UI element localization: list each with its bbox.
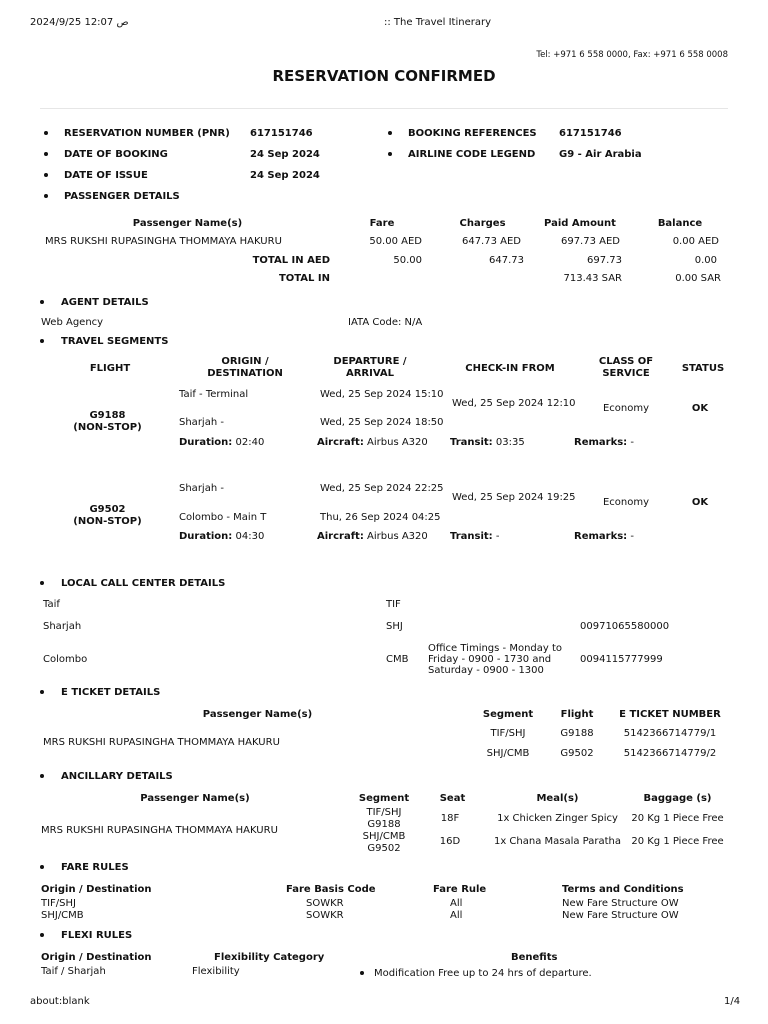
transit-value: - xyxy=(495,531,500,542)
issue-date-label: DATE OF ISSUE xyxy=(64,170,148,181)
airline-legend-label: AIRLINE CODE LEGEND xyxy=(408,149,536,160)
flight-number: G9188 xyxy=(89,410,126,421)
col-header-passenger: Passenger Name(s) xyxy=(140,793,250,804)
col-header-passenger: Passenger Name(s) xyxy=(132,218,243,229)
eticket-number: 5142366714779/2 xyxy=(623,748,717,759)
aircraft-value: Airbus A320 xyxy=(367,531,428,542)
col-header-eticket: E TICKET NUMBER xyxy=(619,709,721,720)
col-header-passenger: Passenger Name(s) xyxy=(202,709,313,720)
bullet-icon xyxy=(360,971,364,975)
booking-ref-value: 617151746 xyxy=(559,128,622,139)
col-header-seat: Seat xyxy=(439,793,466,804)
bullet-icon xyxy=(40,690,44,694)
col-header-baggage: Baggage (s) xyxy=(643,793,712,804)
flight-type: (NON-STOP) xyxy=(73,516,142,527)
ancillary-seat: 18F xyxy=(440,813,460,824)
flexi-rules-heading: FLEXI RULES xyxy=(61,930,133,941)
agent-iata: IATA Code: N/A xyxy=(348,317,423,328)
total-aed-charges: 647.73 xyxy=(489,255,524,266)
fare-rule-rule: All xyxy=(450,910,463,921)
ancillary-segment: TIF/SHJ xyxy=(366,807,402,818)
ancillary-heading: ANCILLARY DETAILS xyxy=(61,771,173,782)
duration-label: Duration: xyxy=(179,437,233,448)
fare-rule-od: TIF/SHJ xyxy=(41,898,76,909)
segment-status: OK xyxy=(691,403,709,414)
airline-legend-value: G9 - Air Arabia xyxy=(559,149,642,160)
ancillary-flight: G9502 xyxy=(367,843,401,854)
departure-time: Wed, 25 Sep 2024 15:10 xyxy=(320,389,444,400)
flexi-category: Flexibility xyxy=(192,966,240,977)
call-center-code: SHJ xyxy=(386,621,403,632)
flight-type: (NON-STOP) xyxy=(73,422,142,433)
call-center-timings: Office Timings - Monday to Friday - 0900 - 1730 and Saturday - 0900 - 1300 xyxy=(428,643,563,676)
total-aed-paid: 697.73 xyxy=(587,255,622,266)
fare-rule-rule: All xyxy=(450,898,463,909)
agent-details-heading: AGENT DETAILS xyxy=(61,297,149,308)
passenger-name: MRS RUKSHI RUPASINGHA THOMMAYA HAKURU xyxy=(45,236,282,247)
total-in-label: TOTAL IN xyxy=(278,273,330,284)
eticket-flight: G9502 xyxy=(560,748,594,759)
eticket-segment: SHJ/CMB xyxy=(486,748,530,759)
ancillary-baggage: 20 Kg 1 Piece Free xyxy=(631,836,724,847)
col-header-service: SERVICE xyxy=(602,368,650,379)
balance-value: 0.00 AED xyxy=(672,236,719,247)
duration-value: 04:30 xyxy=(235,531,265,542)
destination: Sharjah - xyxy=(179,417,224,428)
aircraft-value: Airbus A320 xyxy=(367,437,428,448)
bullet-icon xyxy=(44,173,48,177)
ancillary-passenger: MRS RUKSHI RUPASINGHA THOMMAYA HAKURU xyxy=(41,825,278,836)
total-in-paid: 713.43 SAR xyxy=(563,273,622,284)
paid-value: 697.73 AED xyxy=(560,236,620,247)
transit-value: 03:35 xyxy=(495,437,525,448)
col-header-fare: Fare xyxy=(369,218,395,229)
remarks-label: Remarks: xyxy=(574,531,628,542)
booking-date-label: DATE OF BOOKING xyxy=(64,149,168,160)
call-center-code: CMB xyxy=(386,654,409,665)
transit-label: Transit: xyxy=(450,437,493,448)
col-header-fare-rule: Fare Rule xyxy=(433,884,487,895)
bullet-icon xyxy=(40,581,44,585)
total-aed-balance: 0.00 xyxy=(694,255,717,266)
fare-rule-basis: SOWKR xyxy=(306,910,344,921)
call-center-phone: 00971065580000 xyxy=(580,621,670,632)
bullet-icon xyxy=(40,933,44,937)
page-title: RESERVATION CONFIRMED xyxy=(272,67,496,85)
bullet-icon xyxy=(44,194,48,198)
agent-name: Web Agency xyxy=(41,317,104,328)
ancillary-meal: 1x Chana Masala Paratha xyxy=(493,836,622,847)
duration-label: Duration: xyxy=(179,531,233,542)
call-center-phone: 0094115777999 xyxy=(580,654,663,665)
travel-segments-heading: TRAVEL SEGMENTS xyxy=(61,336,169,347)
eticket-heading: E TICKET DETAILS xyxy=(61,687,161,698)
total-in-balance: 0.00 SAR xyxy=(675,273,721,284)
pnr-label: RESERVATION NUMBER (PNR) xyxy=(64,128,230,139)
booking-ref-label: BOOKING REFERENCES xyxy=(408,128,537,139)
col-header-charges: Charges xyxy=(459,218,506,229)
eticket-segment: TIF/SHJ xyxy=(490,728,526,739)
col-header-checkin: CHECK-IN FROM xyxy=(465,363,555,374)
transit-label: Transit: xyxy=(450,531,493,542)
flexi-benefit: Modification Free up to 24 hrs of departure. xyxy=(374,968,592,979)
total-aed-fare: 50.00 xyxy=(393,255,422,266)
col-header-flight: Flight xyxy=(560,709,594,720)
remarks-value: - xyxy=(630,531,634,542)
bullet-icon xyxy=(40,865,44,869)
contact-info: Tel: +971 6 558 0000, Fax: +971 6 558 0008 xyxy=(536,50,728,60)
bullet-icon xyxy=(44,152,48,156)
passenger-details-heading: PASSENGER DETAILS xyxy=(64,191,180,202)
col-header-benefits: Benefits xyxy=(511,952,558,963)
call-center-heading: LOCAL CALL CENTER DETAILS xyxy=(61,578,226,589)
bullet-icon xyxy=(40,774,44,778)
flexi-od: Taif / Sharjah xyxy=(41,966,106,977)
call-center-code: TIF xyxy=(386,599,401,610)
col-header-flexibility: Flexibility Category xyxy=(214,952,325,963)
col-header-departure: DEPARTURE / xyxy=(333,356,407,367)
print-page-title: :: The Travel Itinerary xyxy=(384,17,492,28)
fare-rule-terms: New Fare Structure OW xyxy=(562,898,679,909)
arrival-time: Thu, 26 Sep 2024 04:25 xyxy=(320,512,441,523)
col-header-class: CLASS OF xyxy=(598,356,654,367)
bullet-icon xyxy=(388,131,392,135)
col-header-segment: Segment xyxy=(482,709,534,720)
print-datetime: 2024/9/25 12:07 ص xyxy=(30,17,129,28)
aircraft-label: Aircraft: xyxy=(317,437,364,448)
arrival-time: Wed, 25 Sep 2024 18:50 xyxy=(320,417,444,428)
origin: Taif - Terminal xyxy=(179,389,249,400)
eticket-number: 5142366714779/1 xyxy=(623,728,717,739)
col-header-balance: Balance xyxy=(657,218,703,229)
segment-status: OK xyxy=(691,497,709,508)
total-aed-label: TOTAL IN AED xyxy=(252,255,330,266)
col-header-fare-basis: Fare Basis Code xyxy=(286,884,376,895)
call-center-city: Colombo xyxy=(43,654,88,665)
eticket-passenger: MRS RUKSHI RUPASINGHA THOMMAYA HAKURU xyxy=(43,737,280,748)
destination: Colombo - Main T xyxy=(179,512,267,523)
col-header-origin-destination: Origin / Destination xyxy=(41,884,152,895)
bullet-icon xyxy=(388,152,392,156)
checkin-time: Wed, 25 Sep 2024 12:10 xyxy=(452,398,576,409)
issue-date-value: 24 Sep 2024 xyxy=(250,170,320,181)
fare-rule-basis: SOWKR xyxy=(306,898,344,909)
col-header-paid: Paid Amount xyxy=(544,218,616,229)
bullet-icon xyxy=(40,300,44,304)
fare-rule-terms: New Fare Structure OW xyxy=(562,910,679,921)
remarks-value: - xyxy=(630,437,634,448)
ancillary-segment: SHJ/CMB xyxy=(362,831,406,842)
fare-rules-heading: FARE RULES xyxy=(61,862,129,873)
title-divider xyxy=(40,108,728,109)
col-header-origin-destination: Origin / Destination xyxy=(41,952,152,963)
bullet-icon xyxy=(44,131,48,135)
col-header-destination: DESTINATION xyxy=(207,368,283,379)
pnr-value: 617151746 xyxy=(250,128,313,139)
eticket-flight: G9188 xyxy=(560,728,594,739)
booking-date-value: 24 Sep 2024 xyxy=(250,149,320,160)
col-header-origin: ORIGIN / xyxy=(221,356,269,367)
bullet-icon xyxy=(40,339,44,343)
col-header-segment: Segment xyxy=(358,793,410,804)
duration-value: 02:40 xyxy=(235,437,265,448)
ancillary-meal: 1x Chicken Zinger Spicy xyxy=(497,813,618,824)
class-of-service: Economy xyxy=(602,497,650,508)
origin: Sharjah - xyxy=(179,483,224,494)
ancillary-seat: 16D xyxy=(439,836,461,847)
print-page-number: 1/4 xyxy=(724,996,741,1007)
call-center-city: Taif xyxy=(43,599,60,610)
remarks-label: Remarks: xyxy=(574,437,628,448)
fare-value: 50.00 AED xyxy=(369,236,422,247)
class-of-service: Economy xyxy=(602,403,650,414)
aircraft-label: Aircraft: xyxy=(317,531,364,542)
col-header-meals: Meal(s) xyxy=(536,793,579,804)
col-header-terms: Terms and Conditions xyxy=(562,884,684,895)
checkin-time: Wed, 25 Sep 2024 19:25 xyxy=(452,492,576,503)
call-center-city: Sharjah xyxy=(43,621,82,632)
ancillary-baggage: 20 Kg 1 Piece Free xyxy=(631,813,724,824)
col-header-flight: FLIGHT xyxy=(89,363,131,374)
charges-value: 647.73 AED xyxy=(461,236,521,247)
print-url: about:blank xyxy=(30,996,90,1007)
flight-number: G9502 xyxy=(89,504,126,515)
ancillary-flight: G9188 xyxy=(367,819,401,830)
departure-time: Wed, 25 Sep 2024 22:25 xyxy=(320,483,444,494)
fare-rule-od: SHJ/CMB xyxy=(41,910,84,921)
col-header-arrival: ARRIVAL xyxy=(345,368,395,379)
col-header-status: STATUS xyxy=(681,363,725,374)
